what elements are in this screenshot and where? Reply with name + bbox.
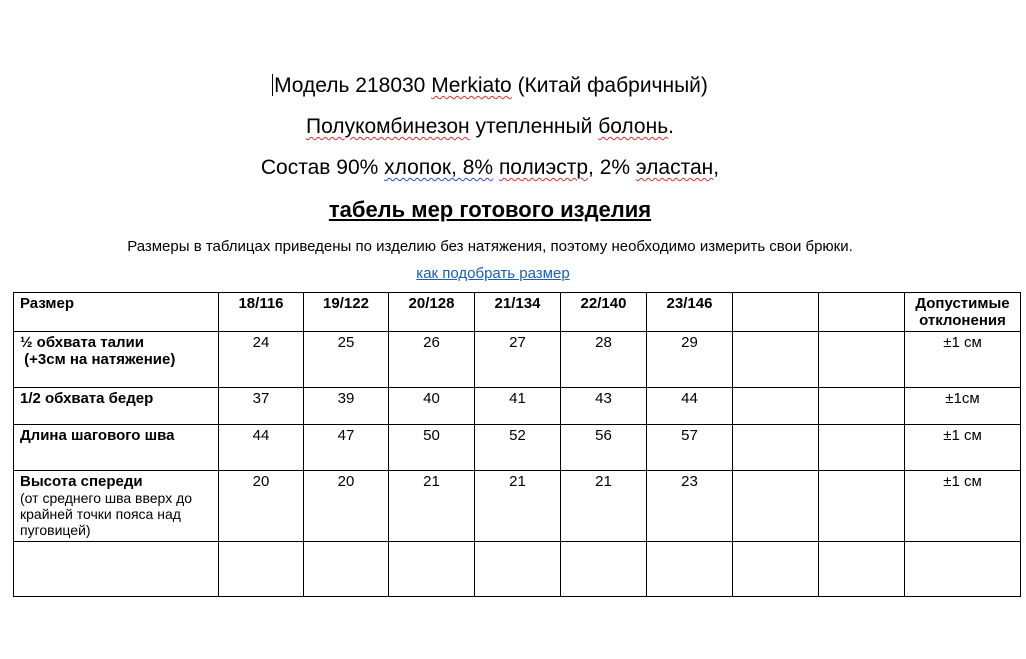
value-cell: 20 — [304, 471, 389, 542]
value-cell: 24 — [219, 332, 304, 388]
value-cell: 21 — [389, 471, 475, 542]
row-label-cell: Длина шагового шва — [14, 425, 219, 471]
product-name-word2: утепленный — [469, 115, 599, 138]
value-cell — [304, 542, 389, 597]
product-name-dot: . — [668, 115, 674, 138]
value-cell: 52 — [475, 425, 561, 471]
value-cell: 27 — [475, 332, 561, 388]
row-label-cell: 1/2 обхвата бедер — [14, 388, 219, 425]
value-cell: 47 — [304, 425, 389, 471]
composition-part2: хлопок, 8% — [384, 156, 494, 179]
sizing-note: Размеры в таблицах приведены по изделию без натяжения, поэтому необходимо измерить свои брюки. — [127, 238, 853, 255]
value-cell — [733, 388, 819, 425]
product-name-word3: болонь — [598, 115, 669, 138]
value-cell — [819, 388, 905, 425]
composition-part1: Состав 90% — [260, 156, 385, 179]
row-label-note: (+3см на натяжение) — [20, 351, 176, 368]
value-cell — [475, 542, 561, 597]
value-cell — [219, 542, 304, 597]
row-label-cell — [14, 471, 219, 542]
table-row — [14, 332, 1021, 388]
table-row — [14, 425, 1021, 471]
how-to-choose-size-link[interactable]: как подобрать размер — [416, 265, 570, 282]
size-chart-title-text: табель мер готового изделия — [328, 197, 652, 222]
value-cell: 37 — [219, 388, 304, 425]
size-header-cell — [819, 293, 905, 332]
tolerance-cell: ±1 см — [905, 332, 1021, 388]
header-label-cell: Размер — [14, 293, 219, 332]
value-cell: 21 — [561, 471, 647, 542]
value-cell — [733, 542, 819, 597]
size-header-cell: 19/122 — [304, 293, 389, 332]
size-header-cell: 21/134 — [475, 293, 561, 332]
size-chart-title — [0, 197, 980, 223]
text-cursor — [272, 74, 273, 96]
value-cell — [389, 542, 475, 597]
value-cell — [733, 471, 819, 542]
value-cell: 41 — [475, 388, 561, 425]
value-cell: 21 — [475, 471, 561, 542]
product-name-word1: Полукомбинезон — [306, 115, 470, 138]
composition-comma: , — [713, 156, 720, 179]
row-label-cell — [14, 332, 219, 388]
tolerance-cell: ±1 см — [905, 425, 1021, 471]
value-cell — [819, 332, 905, 388]
value-cell: 26 — [389, 332, 475, 388]
tolerance-cell: ±1 см — [905, 471, 1021, 542]
value-cell: 20 — [219, 471, 304, 542]
tolerance-header-cell: Допустимые отклонения — [905, 293, 1021, 332]
size-header-cell: 18/116 — [219, 293, 304, 332]
value-cell — [819, 471, 905, 542]
table-row — [14, 388, 1021, 425]
row-label: Высота спереди — [20, 473, 143, 490]
value-cell: 39 — [304, 388, 389, 425]
composition-part4: , 2% — [588, 156, 636, 179]
value-cell — [647, 542, 733, 597]
value-cell: 44 — [647, 388, 733, 425]
model-origin: (Китай фабричный) — [511, 74, 708, 97]
value-cell — [819, 425, 905, 471]
row-label-cell — [14, 542, 219, 597]
value-cell: 56 — [561, 425, 647, 471]
row-label-description: (от среднего шва вверх до крайней точки пояса над пуговицей) — [20, 490, 193, 538]
brand-name: Merkiato — [431, 74, 512, 97]
value-cell — [819, 542, 905, 597]
value-cell — [561, 542, 647, 597]
value-cell: 28 — [561, 332, 647, 388]
tolerance-cell: ±1см — [905, 388, 1021, 425]
composition — [0, 155, 980, 181]
table-header-row — [14, 293, 1021, 332]
value-cell: 57 — [647, 425, 733, 471]
value-cell: 43 — [561, 388, 647, 425]
size-header-cell: 22/140 — [561, 293, 647, 332]
table-row — [14, 542, 1021, 597]
value-cell: 23 — [647, 471, 733, 542]
table-row — [14, 471, 1021, 542]
value-cell: 44 — [219, 425, 304, 471]
value-cell: 40 — [389, 388, 475, 425]
size-header-cell: 23/146 — [647, 293, 733, 332]
value-cell: 25 — [304, 332, 389, 388]
size-table — [13, 292, 1021, 597]
model-title-text: Модель 218030 — [274, 74, 432, 97]
tolerance-cell — [905, 542, 1021, 597]
composition-part3: полиэстр — [498, 156, 589, 179]
value-cell — [733, 425, 819, 471]
size-header-cell: 20/128 — [389, 293, 475, 332]
value-cell: 50 — [389, 425, 475, 471]
product-name — [0, 114, 980, 140]
value-cell: 29 — [647, 332, 733, 388]
composition-part5: эластан — [635, 156, 714, 179]
value-cell — [733, 332, 819, 388]
model-title — [0, 73, 980, 99]
size-header-cell — [733, 293, 819, 332]
how-to-choose-size-link-row — [0, 264, 986, 284]
row-label: ½ обхвата талии — [20, 334, 144, 351]
